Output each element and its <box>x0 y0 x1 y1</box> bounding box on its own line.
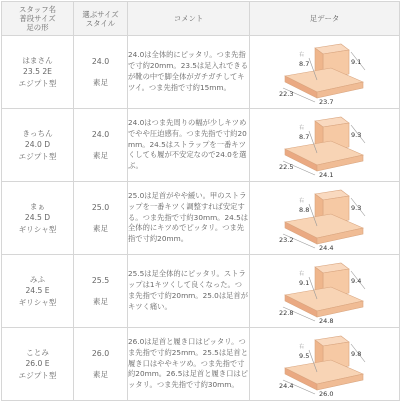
staff-cell <box>2 182 74 255</box>
comment-cell: 24.0は全体的にピッタリ。つま先指で寸約20mm。23.5は足入れできるが靴の中で脚全体がガチガチしてキツイ。つま先指で寸約15mm。 <box>128 36 250 109</box>
size-cell <box>74 255 128 328</box>
foot-measure-length: 26.0 <box>318 390 333 398</box>
comment-cell: 25.5は足全体的にピッタリ。ストラップは1キツくして良くなった。つま先指で寸約20mm。25.0は足首がキツく痛い。 <box>128 255 250 328</box>
size-cell <box>74 36 128 109</box>
foot-side-label: 右 <box>298 125 304 131</box>
staff-name: まぁ <box>29 201 46 211</box>
staff-name: みふ <box>29 274 46 284</box>
foot-side-label: 右 <box>298 344 304 350</box>
usual-size: 24.5 D <box>24 213 51 223</box>
chosen-size: 25.5 <box>91 276 110 285</box>
staff-name: はまさん <box>22 55 53 65</box>
chosen-size: 25.0 <box>91 203 110 212</box>
foot-shape: エジプト型 <box>18 151 57 161</box>
foot-side-label: 右 <box>298 198 304 204</box>
style-label: 素足 <box>92 150 109 160</box>
foot-shape: エジプト型 <box>18 78 57 88</box>
header-chosen-size: 選ぶサイズ <box>82 9 119 19</box>
staff-name: きっちん <box>22 128 53 138</box>
foot-measure-bottom: 24.4 <box>278 382 293 390</box>
foot-data-cell <box>250 328 400 401</box>
comment-cell: 24.0はつま先周りの幅が少しキツめでやや圧迫感有。つま先指で寸約20mm。24.5はストラップを一番キツくしても履が不安定なので24.0を選ぶ。 <box>128 109 250 182</box>
header-style: スタイル <box>85 18 116 28</box>
foot-measure-right: 9.4 <box>350 277 361 285</box>
table-row <box>2 255 400 328</box>
staff-cell <box>2 109 74 182</box>
header-size <box>74 2 128 36</box>
staff-cell <box>2 255 74 328</box>
chosen-size: 24.0 <box>91 130 110 139</box>
comment-cell: 25.0は足首がやや緩い。甲のストラップを一番キツく調整すれば安定する。つま先指で寸約30mm。24.5は全体的にキツめでピッタリ。つま先指で寸約20mm。 <box>128 182 250 255</box>
foot-measure-bottom: 22.5 <box>278 163 293 171</box>
table-row <box>2 182 400 255</box>
foot-side-label: 右 <box>298 271 304 277</box>
foot-data-cell <box>250 109 400 182</box>
header-row <box>2 2 400 36</box>
chosen-size: 26.0 <box>91 349 110 358</box>
staff-cell <box>2 36 74 109</box>
table-row <box>2 328 400 401</box>
foot-measure-right: 9.3 <box>350 204 361 212</box>
foot-measure-left: 8.7 <box>298 60 309 68</box>
style-label: 素足 <box>92 223 109 233</box>
foot-diagram <box>255 111 395 179</box>
foot-measure-left: 8.7 <box>298 133 309 141</box>
foot-data-cell <box>250 36 400 109</box>
foot-measure-left: 8.8 <box>298 206 309 214</box>
header-staff <box>2 2 74 36</box>
foot-measure-length: 24.4 <box>318 244 333 252</box>
foot-measure-bottom: 22.3 <box>278 90 293 98</box>
usual-size: 24.0 D <box>24 140 51 150</box>
size-cell <box>74 328 128 401</box>
foot-measure-left: 9.5 <box>298 352 309 360</box>
foot-data-cell <box>250 182 400 255</box>
foot-side-label: 右 <box>298 52 304 58</box>
foot-measure-right: 9.8 <box>350 350 361 358</box>
fitting-table <box>1 1 400 401</box>
foot-measure-bottom: 23.2 <box>278 236 293 244</box>
foot-diagram <box>255 184 395 252</box>
foot-data-cell <box>250 255 400 328</box>
table-row <box>2 109 400 182</box>
header-usual-size: 普段サイズ <box>19 14 56 23</box>
usual-size: 26.0 E <box>25 359 50 369</box>
usual-size: 23.5 2E <box>23 67 52 77</box>
size-cell <box>74 182 128 255</box>
foot-measure-length: 24.8 <box>318 317 333 325</box>
foot-measure-right: 9.1 <box>350 58 361 66</box>
style-label: 素足 <box>92 77 109 87</box>
usual-size: 24.5 E <box>25 286 50 296</box>
chosen-size: 24.0 <box>91 57 110 66</box>
table-row <box>2 36 400 109</box>
foot-diagram <box>255 257 395 325</box>
foot-shape: エジプト型 <box>18 370 57 380</box>
foot-shape: ギリシャ型 <box>18 224 57 234</box>
comment-cell: 26.0は足首と履き口はピッタリ。つま先指で寸約25mm。25.5は足首と履き口はややキツめ。つま先指で寸約20mm。26.5は足首と履き口はピッタリ。つま先指で寸約30mm。 <box>128 328 250 401</box>
style-label: 素足 <box>92 369 109 379</box>
style-label: 素足 <box>92 296 109 306</box>
staff-name: ことみ <box>26 347 49 357</box>
foot-measure-right: 9.3 <box>350 131 361 139</box>
header-foot-data: 足データ <box>250 2 400 36</box>
foot-diagram <box>255 38 395 106</box>
foot-measure-left: 9.1 <box>298 279 309 287</box>
foot-diagram <box>255 330 395 398</box>
header-foot-shape: 足の形 <box>26 23 49 32</box>
foot-measure-length: 24.1 <box>318 171 333 179</box>
header-staff-name: スタッフ名 <box>19 5 56 14</box>
header-comment: コメント <box>128 2 250 36</box>
foot-measure-length: 23.7 <box>318 98 333 106</box>
staff-cell <box>2 328 74 401</box>
foot-shape: ギリシャ型 <box>18 297 57 307</box>
foot-measure-bottom: 22.8 <box>278 309 293 317</box>
size-cell <box>74 109 128 182</box>
